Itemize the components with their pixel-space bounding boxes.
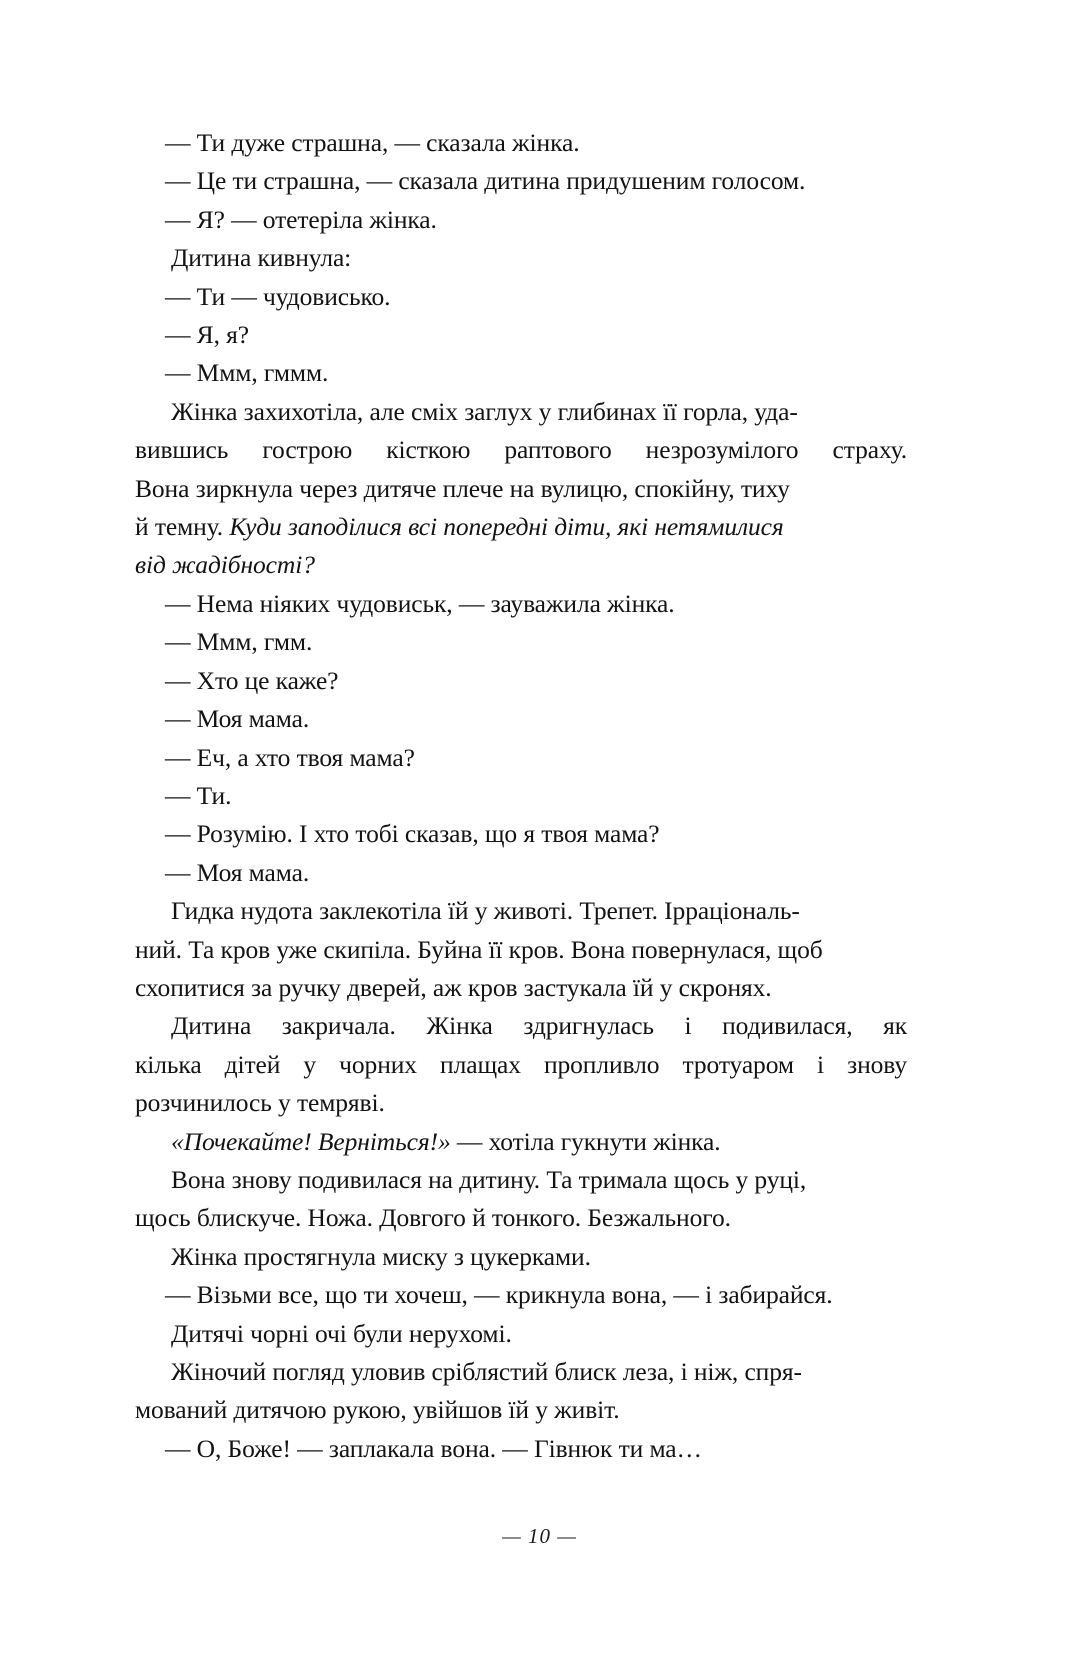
text-run: — хотіла гукнути жінка. xyxy=(450,1126,721,1156)
paragraph-line: схопитися за ручку дверей, аж кров застукала їй у скронях. xyxy=(135,972,772,1002)
page-number: — 10 — xyxy=(502,1524,577,1548)
italic-thought-run: Куди заподілися всі попередні діти, які нетямилися xyxy=(229,512,784,542)
paragraph-line: мований дитячою рукою, увійшов їй у живіт. xyxy=(135,1395,620,1425)
paragraph-line: Гидка нудота заклекотіла їй у животі. Трепет. Ірраціональ- xyxy=(171,896,800,926)
dialogue-line: — Моя мама. xyxy=(165,857,310,887)
paragraph-line: Дитячі чорні очі були нерухомі. xyxy=(171,1318,512,1348)
italic-quote-run: «Почекайте! Верніться!» xyxy=(171,1126,451,1156)
dialogue-line: — Хто це каже? xyxy=(165,665,339,695)
dialogue-line: — Ммм, гммм. xyxy=(165,358,329,388)
dialogue-line: — Еч, а хто твоя мама? xyxy=(165,742,415,772)
dialogue-line: — Ммм, гмм. xyxy=(165,627,313,657)
dialogue-line: — Я? — отетеріла жінка. xyxy=(165,204,437,234)
dialogue-line: — Нема ніяких чудовиськ, — зауважила жінка. xyxy=(165,588,675,618)
dialogue-line: — Це ти страшна, — сказала дитина придушеним голосом. xyxy=(165,166,806,196)
paragraph-line: Жіночий погляд уловив сріблястий блиск леза, і ніж, спря- xyxy=(171,1357,802,1386)
dialogue-line: — О, Боже! — заплакала вона. — Гівнюк ти ма… xyxy=(165,1433,702,1463)
paragraph-line: Дитина кивнула: xyxy=(171,243,352,273)
page-text-block xyxy=(135,124,907,1468)
dialogue-line: — Моя мама. xyxy=(165,704,310,734)
paragraph-line: Дитина закричала. Жінка здригнулась і подивилася, як xyxy=(171,1011,907,1041)
dialogue-line: — Ти. xyxy=(165,780,232,810)
paragraph-line xyxy=(135,508,907,546)
italic-thought-line: від жадібності? xyxy=(135,550,315,580)
paragraph-line: розчинилось у темряві. xyxy=(135,1088,385,1118)
paragraph-line: ний. Та кров уже скипіла. Буйна її кров. Вона повернулася, щоб xyxy=(135,934,823,964)
paragraph-line: щось блискуче. Ножа. Довгого й тонкого. Безжального. xyxy=(135,1203,731,1233)
text-run: й темну. xyxy=(135,512,230,542)
dialogue-line: — Ти дуже страшна, — сказала жінка. xyxy=(165,128,580,157)
paragraph-line xyxy=(135,1123,907,1161)
dialogue-line: — Візьми все, що ти хочеш, — крикнула вона, — і забирайся. xyxy=(165,1280,833,1310)
paragraph-line: Жінка захихотіла, але сміх заглух у глибинах її горла, уда- xyxy=(171,396,798,426)
paragraph-line: Вона зиркнула через дитяче плече на вулицю, спокійну, тиху xyxy=(135,473,790,503)
paragraph-line: кілька дітей у чорних плащах пропливло тротуаром і знову xyxy=(135,1049,907,1079)
paragraph-line: Вона знову подивилася на дитину. Та тримала щось у руці, xyxy=(171,1164,807,1194)
paragraph-line: Жінка простягнула миску з цукерками. xyxy=(171,1241,591,1271)
dialogue-line: — Ти — чудовисько. xyxy=(165,281,391,311)
dialogue-line: — Розумію. І хто тобі сказав, що я твоя мама? xyxy=(165,819,660,849)
dialogue-line: — Я, я? xyxy=(165,320,249,350)
paragraph-line: вившись гострою кісткою раптового незрозумілого страху. xyxy=(135,435,907,465)
